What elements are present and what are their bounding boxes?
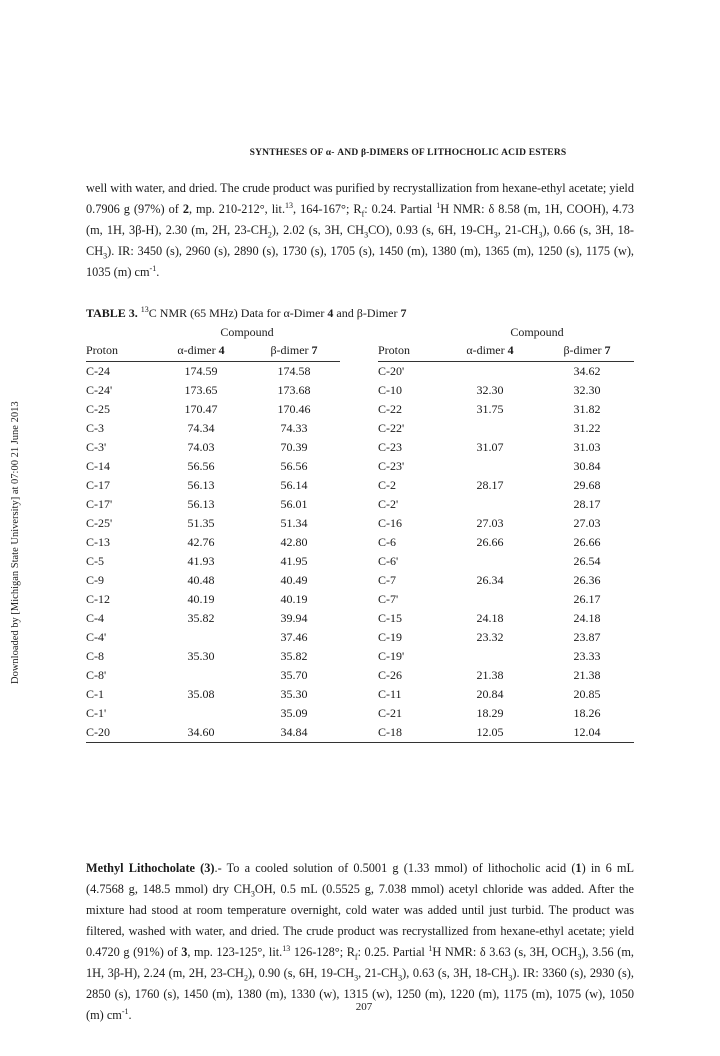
table-row [86, 533, 634, 552]
proton-cell: C-5 [86, 554, 104, 568]
alpha-value-cell: 56.56 [187, 459, 215, 473]
gap-cell [340, 514, 378, 533]
proton-cell: C-18 [378, 725, 402, 739]
alpha-value-cell: 74.03 [187, 440, 215, 454]
col-proton-left: Proton [86, 340, 154, 362]
alpha-value-cell: 174.59 [184, 364, 218, 378]
beta-value-cell: 70.39 [280, 440, 308, 454]
proton-cell: C-23' [378, 459, 405, 473]
proton-cell: C-20' [378, 364, 405, 378]
proton-cell: C-7 [378, 573, 396, 587]
beta-value-cell: 35.70 [280, 668, 308, 682]
col-alpha-right: α-dimer 4 [440, 340, 540, 362]
group-header-row [86, 324, 634, 340]
beta-value-cell: 34.62 [573, 364, 601, 378]
proton-cell: C-9 [86, 573, 104, 587]
table-row [86, 381, 634, 400]
page-number: 207 [355, 1001, 373, 1013]
beta-value-cell: 56.56 [280, 459, 308, 473]
table-caption: TABLE 3. $^{13}$C NMR (65 MHz) Data for α-Dimer 4 and β-Dimer 7 [86, 305, 407, 320]
beta-value-cell: 31.22 [573, 421, 601, 435]
alpha-value-cell: 31.07 [476, 440, 504, 454]
proton-cell: C-15 [378, 611, 402, 625]
gap-cell [340, 533, 378, 552]
beta-value-cell: 35.09 [280, 706, 308, 720]
beta-value-cell: 41.95 [280, 554, 308, 568]
beta-value-cell: 56.01 [280, 497, 308, 511]
download-watermark: Downloaded by [Michigan State University] at 07:00 21 June 2013 [10, 401, 21, 684]
nmr-table-block [86, 304, 634, 745]
beta-value-cell: 27.03 [573, 516, 601, 530]
col-alpha-left: α-dimer 4 [154, 340, 248, 362]
alpha-value-cell: 26.34 [476, 573, 504, 587]
alpha-value-cell: 74.34 [187, 421, 215, 435]
proton-cell: C-20 [86, 725, 110, 739]
proton-cell: C-10 [378, 383, 402, 397]
gap-cell [340, 381, 378, 400]
alpha-value-cell: 40.19 [187, 592, 215, 606]
section-title: Methyl Lithocholate (3) [86, 861, 215, 875]
alpha-value-cell: 27.03 [476, 516, 504, 530]
column-header-row [86, 340, 634, 362]
alpha-value-cell: 26.66 [476, 535, 504, 549]
beta-value-cell: 51.34 [280, 516, 308, 530]
alpha-value-cell: 42.76 [187, 535, 215, 549]
beta-value-cell: 24.18 [573, 611, 601, 625]
table-row [86, 495, 634, 514]
beta-value-cell: 35.30 [280, 687, 308, 701]
beta-value-cell: 39.94 [280, 611, 308, 625]
col-proton-right: Proton [378, 340, 440, 362]
proton-cell: C-22' [378, 421, 405, 435]
alpha-value-cell: 21.38 [476, 668, 504, 682]
beta-value-cell: 56.14 [280, 478, 308, 492]
proton-cell: C-17 [86, 478, 110, 492]
proton-cell: C-4' [86, 630, 107, 644]
alpha-value-cell: 23.32 [476, 630, 504, 644]
proton-cell: C-23 [378, 440, 402, 454]
proton-cell: C-17' [86, 497, 113, 511]
beta-value-cell: 40.19 [280, 592, 308, 606]
beta-value-cell: 35.82 [280, 649, 308, 663]
alpha-value-cell [440, 647, 540, 666]
proton-cell: C-8 [86, 649, 104, 663]
beta-value-cell: 23.87 [573, 630, 601, 644]
table-row [86, 438, 634, 457]
beta-value-cell: 18.26 [573, 706, 601, 720]
gap-cell [340, 704, 378, 723]
proton-cell: C-26 [378, 668, 402, 682]
proton-cell: C-24 [86, 364, 110, 378]
gap-cell [340, 438, 378, 457]
gap-cell [340, 590, 378, 609]
alpha-value-cell: 40.48 [187, 573, 215, 587]
table-row [86, 609, 634, 628]
table-row [86, 590, 634, 609]
alpha-value-cell [154, 666, 248, 685]
beta-value-cell: 74.33 [280, 421, 308, 435]
beta-value-cell: 30.84 [573, 459, 601, 473]
beta-value-cell: 26.36 [573, 573, 601, 587]
gap-cell [340, 723, 378, 743]
proton-cell: C-1' [86, 706, 107, 720]
beta-value-cell: 170.46 [277, 402, 311, 416]
gap-cell [340, 609, 378, 628]
gap-cell [340, 419, 378, 438]
alpha-value-cell: 32.30 [476, 383, 504, 397]
beta-value-cell: 26.17 [573, 592, 601, 606]
beta-value-cell: 28.17 [573, 497, 601, 511]
proton-cell: C-12 [86, 592, 110, 606]
table-row [86, 647, 634, 666]
alpha-value-cell: 35.08 [187, 687, 215, 701]
table-row [86, 571, 634, 590]
alpha-value-cell: 51.35 [187, 516, 215, 530]
beta-value-cell: 26.54 [573, 554, 601, 568]
table-body [86, 362, 634, 743]
table-row [86, 514, 634, 533]
table-row [86, 628, 634, 647]
proton-cell: C-21 [378, 706, 402, 720]
proton-cell: C-19' [378, 649, 405, 663]
alpha-value-cell: 173.65 [184, 383, 218, 397]
proton-cell: C-19 [378, 630, 402, 644]
table-row [86, 704, 634, 723]
alpha-value-cell: 41.93 [187, 554, 215, 568]
alpha-value-cell: 20.84 [476, 687, 504, 701]
table-row [86, 476, 634, 495]
beta-value-cell: 12.04 [573, 725, 601, 739]
gap-cell [340, 666, 378, 685]
beta-value-cell: 37.46 [280, 630, 308, 644]
beta-value-cell: 32.30 [573, 383, 601, 397]
alpha-value-cell: 12.05 [476, 725, 504, 739]
alpha-value-cell: 56.13 [187, 497, 215, 511]
alpha-value-cell [440, 552, 540, 571]
gap-cell [340, 400, 378, 419]
beta-value-cell: 31.82 [573, 402, 601, 416]
proton-cell: C-1 [86, 687, 104, 701]
proton-cell: C-4 [86, 611, 104, 625]
gap-cell [340, 362, 378, 382]
proton-cell: C-7' [378, 592, 399, 606]
group-header-left: Compound [220, 325, 274, 339]
alpha-value-cell: 31.75 [476, 402, 504, 416]
proton-cell: C-25' [86, 516, 113, 530]
alpha-value-cell [154, 704, 248, 723]
table-row [86, 666, 634, 685]
alpha-value-cell [440, 362, 540, 382]
alpha-value-cell: 35.82 [187, 611, 215, 625]
proton-cell: C-6' [378, 554, 399, 568]
beta-value-cell: 40.49 [280, 573, 308, 587]
group-header-right: Compound [510, 325, 564, 339]
paragraph-compound-2: well with water, and dried. The crude product was purified by recrystallization from hexane-ethyl acetate; yield 0.7906 g (97%) of 2, mp. 210-212°, lit.$^{13}$, 164-167°; $R_f$: 0.24. Partial $^1$H NMR: δ 8.58 (m, 1H, COOH), 4.73 (m, 1H, 3β-H), 2.30 (m, 2H, $23-CH_2$), 2.02 (s, 3H, $CH_3CO$), 0.93 (s, 6H, $19-CH_3$, $21-CH_3$), 0.66 (s, 3H, $18-CH_3$). IR: 3450 (s), 2960 (s), 2890 (s), 1730 (s), 1705 (s), 1450 (m), 1380 (m), 1365 (m), 1250 (s), 1175 (w), 1035 (m) $cm^{-1}$. [86, 181, 634, 279]
table-bottom-rule [86, 743, 634, 746]
alpha-value-cell [440, 590, 540, 609]
gap-cell [340, 571, 378, 590]
beta-value-cell: 23.33 [573, 649, 601, 663]
table-row [86, 723, 634, 743]
table-row [86, 457, 634, 476]
proton-cell: C-2 [378, 478, 396, 492]
proton-cell: C-8' [86, 668, 107, 682]
beta-value-cell: 26.66 [573, 535, 601, 549]
beta-value-cell: 42.80 [280, 535, 308, 549]
proton-cell: C-22 [378, 402, 402, 416]
beta-value-cell: 31.03 [573, 440, 601, 454]
col-beta-left: β-dimer 7 [248, 340, 340, 362]
proton-cell: C-14 [86, 459, 110, 473]
alpha-value-cell: 34.60 [187, 725, 215, 739]
beta-value-cell: 20.85 [573, 687, 601, 701]
proton-cell: C-6 [378, 535, 396, 549]
proton-cell: C-24' [86, 383, 113, 397]
gap-cell [340, 628, 378, 647]
table-row [86, 552, 634, 571]
table-row [86, 685, 634, 704]
beta-value-cell: 174.58 [277, 364, 311, 378]
col-beta-right: β-dimer 7 [540, 340, 634, 362]
table-row [86, 400, 634, 419]
alpha-value-cell: 24.18 [476, 611, 504, 625]
proton-cell: C-13 [86, 535, 110, 549]
alpha-value-cell: 170.47 [184, 402, 218, 416]
gap-cell [340, 685, 378, 704]
alpha-value-cell: 28.17 [476, 478, 504, 492]
table-row [86, 419, 634, 438]
proton-cell: C-2' [378, 497, 399, 511]
nmr-data-table [86, 324, 634, 745]
alpha-value-cell [440, 419, 540, 438]
beta-value-cell: 34.84 [280, 725, 308, 739]
paragraph-methyl-lithocholate: Methyl Lithocholate (3).- To a cooled solution of 0.5001 g (1.33 mmol) of lithocholic acid (1) in 6 mL (4.7568 g, 148.5 mmol) dry $CH_3OH$, 0.5 mL (0.5525 g, 7.038 mmol) acetyl chloride was added. After the mixture had stood at room temperature overnight, cold water was added until just turbid. The product was filtered, washed with water, and dried. The crude product was recrystallized from hexane-ethyl acetate; yield 0.4720 g (91%) of 3, mp. 123-125°, lit.$^{13}$ 126-128°; $R_f$: 0.25. Partial $^1$H NMR: δ 3.63 (s, 3H, $OCH_3$), 3.56 (m, 1H, 3β-H), 2.24 (m, 2H, $23-CH_2$), 0.90 (s, 6H, $19-CH_3$, $21-CH_3$), 0.63 (s, 3H, $18-CH_3$). IR: 3360 (s), 2930 (s), 2850 (s), 1760 (s), 1450 (m), 1380 (m), 1330 (w), 1315 (w), 1250 (m), 1220 (m), 1175 (m), 1075 (w), 1050 (m) $cm^{-1}$. [86, 861, 635, 1022]
running-head: SYNTHESES OF α- AND β-DIMERS OF LITHOCHOLIC ACID ESTERS [249, 148, 567, 158]
proton-cell: C-3 [86, 421, 104, 435]
proton-cell: C-25 [86, 402, 110, 416]
proton-cell: C-11 [378, 687, 402, 701]
alpha-value-cell: 35.30 [187, 649, 215, 663]
gap-cell [340, 457, 378, 476]
alpha-value-cell: 56.13 [187, 478, 215, 492]
gap-cell [340, 476, 378, 495]
alpha-value-cell [154, 628, 248, 647]
beta-value-cell: 29.68 [573, 478, 601, 492]
gap-cell [340, 552, 378, 571]
proton-cell: C-3' [86, 440, 107, 454]
beta-value-cell: 21.38 [573, 668, 601, 682]
beta-value-cell: 173.68 [277, 383, 311, 397]
gap-cell [340, 647, 378, 666]
table-row [86, 362, 634, 382]
gap-cell [340, 495, 378, 514]
alpha-value-cell [440, 457, 540, 476]
alpha-value-cell: 18.29 [476, 706, 504, 720]
alpha-value-cell [440, 495, 540, 514]
proton-cell: C-16 [378, 516, 402, 530]
